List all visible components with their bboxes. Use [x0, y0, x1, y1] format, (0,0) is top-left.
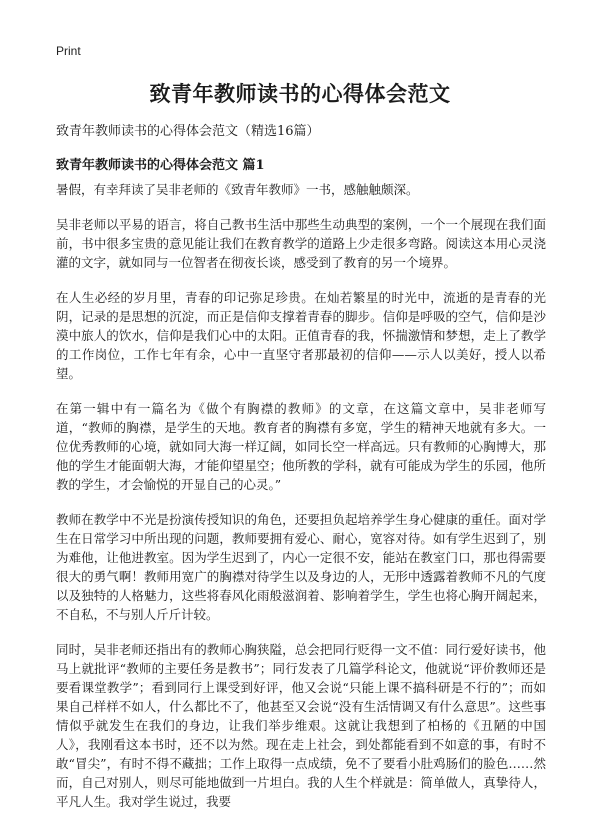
article-body — [56, 180, 546, 811]
print-link[interactable]: Print — [56, 44, 81, 58]
paragraph: 教师在教学中不光是扮演传授知识的角色，还要担负起培养学生身心健康的重任。面对学生在日常学习中所出现的问题，教师要拥有爱心、耐心，宽容对待。如有学生迟到了，别为难他，让他进教室。因为学生迟到了，内心一定很不安，能站在教室门口，那也得需要很大的勇气啊！教师用宽广的胸襟对待学生以及身边的人，无形中透露着教师不凡的气度以及独特的人格魅力，这些将春风化雨般滋润着、影响着学生，学生也将心胸开阔起来，不自私，不与别人斤斤计较。 — [56, 512, 546, 622]
paragraph: 在人生必经的岁月里，青春的印记弥足珍贵。在灿若繁星的时光中，流逝的是青春的光阴，记录的是思想的沉淀，而正是信仰支撑着青春的脚步。信仰是呼吸的空气，信仰是沙漠中旅人的饮水，信仰是我们心中的太阳。正值青春的我，怀揣激情和梦想，走上了教学的工作岗位，工作七年有余，心中一直坚守者那最初的信仰——示人以美好，授人以希望。 — [56, 290, 546, 381]
paragraph: 在第一辑中有一篇名为《做个有胸襟的教师》的文章，在这篇文章中，吴非老师写道，“教师的胸襟，是学生的天地。教育者的胸襟有多宽，学生的精神天地就有多大。一位优秀教师的心境，就如同大海一样辽阔，如同长空一样高远。只有教师的心胸博大，那他的学生才能面朝大海，才能仰望星空；他所教的学科，就有可能成为学生的乐园，他所教的学生，才会愉悦的开显自己的心灵。” — [56, 401, 546, 492]
paragraph: 同时，吴非老师还指出有的教师心胸狭隘，总会把同行贬得一文不值：同行爱好读书，他马上就批评“教师的主要任务是教书”；同行发表了几篇学科论文，他就说“评价教师还是要看课堂教学”；看到同行上课受到好评，他又会说“只能上课不搞科研是不行的”；而如果自己样样不如人，什么都比不了，他甚至又会说“没有生活情调又有什么意思”。这些事情似乎就发生在我们的身边，让我们举步维艰。这就让我想到了柏杨的《丑陋的中国人》，我刚看这本书时，还不以为然。现在走上社会，到处都能看到不如意的事，有时不敢“冒尖”，有时不得不藏拙；工作上取得一点成绩，免不了要看小肚鸡肠们的脸色……然而，自己对别人，则尽可能地做到一片坦白。我的人生个样就是：简单做人，真挚待人，平凡人生。我对学生说过，我要 — [56, 642, 546, 809]
paragraph: 吴非老师以平易的语言，将自己教书生活中那些生动典型的案例，一个一个展现在我们面前，书中很多宝贵的意见能让我们在教育教学的道路上少走很多弯路。阅读这本用心灵浇灌的文字，就如同与一位智者在彻夜长谈，感受到了教育的另一个境界。 — [56, 217, 546, 270]
paragraph: 暑假，有幸拜读了吴非老师的《致青年教师》一书，感触触颇深。 — [56, 182, 419, 197]
document-title: 致青年教师读书的心得体会范文 — [149, 81, 451, 106]
document-subtitle: 致青年教师读书的心得体会范文（精选16篇） — [56, 124, 320, 139]
section-heading: 致青年教师读书的心得体会范文 篇1 — [56, 158, 265, 173]
